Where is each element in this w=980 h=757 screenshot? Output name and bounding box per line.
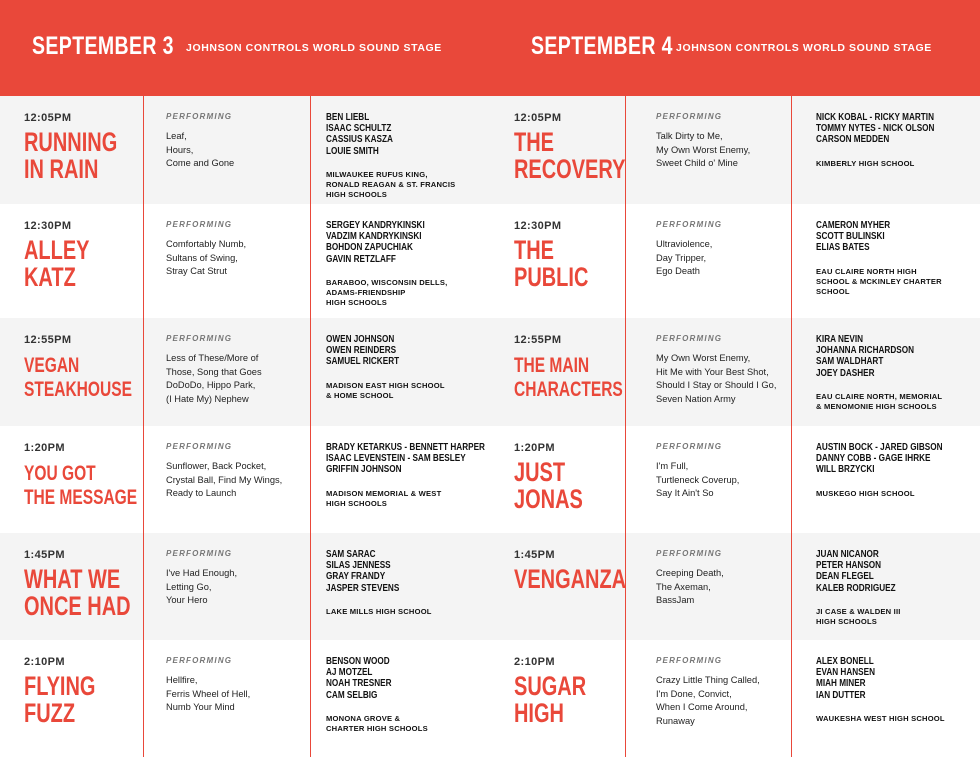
setlist-line: I'm Done, Convict, bbox=[656, 688, 732, 699]
band-name-line: WHAT WE bbox=[24, 564, 121, 594]
day-1-date: SEPTEMBER 3 bbox=[32, 32, 174, 60]
column-divider bbox=[791, 96, 792, 757]
setlist-line: I've Had Enough, bbox=[166, 568, 238, 578]
setlist-line: My Own Worst Enemy, bbox=[656, 144, 751, 155]
band-name-line: KATZ bbox=[24, 262, 76, 292]
performing-label: PERFORMING bbox=[656, 112, 723, 121]
setlist-line: Ferris Wheel of Hell, bbox=[166, 688, 251, 699]
band-name bbox=[514, 566, 626, 593]
band-members bbox=[816, 112, 934, 146]
slot-time: 1:20PM bbox=[514, 442, 555, 454]
member-line: GRAY FRANDY bbox=[326, 570, 386, 583]
school-line: JI CASE & WALDEN III bbox=[816, 606, 901, 616]
school-line: KIMBERLY HIGH SCHOOL bbox=[816, 158, 915, 168]
setlist-line: When I Come Around, bbox=[656, 702, 748, 713]
setlist-line: DoDoDo, Hippo Park, bbox=[166, 380, 256, 391]
school-names bbox=[816, 607, 901, 627]
setlist-line: Leaf, bbox=[166, 131, 187, 141]
school-names bbox=[816, 714, 945, 724]
setlist-line: Crystal Ball, Find My Wings, bbox=[166, 474, 283, 485]
band-name-line: CHARACTERS bbox=[514, 378, 623, 401]
school-line: EAU CLAIRE NORTH HIGH bbox=[816, 266, 917, 276]
band-name bbox=[24, 129, 117, 183]
member-line: BENSON WOOD bbox=[326, 655, 390, 667]
band-name bbox=[514, 354, 623, 402]
member-line: TOMMY NYTES - NICK OLSON bbox=[816, 122, 935, 135]
member-line: NOAH TRESNER bbox=[326, 677, 392, 690]
band-name-line: YOU GOT bbox=[24, 462, 96, 485]
band-name bbox=[24, 354, 132, 402]
band-members bbox=[326, 220, 425, 265]
performing-label: PERFORMING bbox=[656, 656, 723, 665]
member-line: BOHDON ZAPUCHIAK bbox=[326, 241, 413, 254]
school-names bbox=[326, 489, 441, 509]
school-line: MUSKEGO HIGH SCHOOL bbox=[816, 488, 915, 498]
setlist-line: Say It Ain't So bbox=[656, 488, 714, 499]
school-names bbox=[326, 278, 447, 308]
school-names bbox=[326, 714, 428, 734]
performing-label: PERFORMING bbox=[656, 442, 723, 451]
performing-label: PERFORMING bbox=[656, 220, 723, 229]
setlist-line: Turtleneck Coverup, bbox=[656, 474, 740, 485]
band-name-line: STEAKHOUSE bbox=[24, 378, 132, 401]
member-line: ALEX BONELL bbox=[816, 655, 874, 667]
band-name-line: RECOVERY bbox=[514, 154, 626, 184]
member-line: MIAH MINER bbox=[816, 677, 866, 690]
slot-time: 1:45PM bbox=[514, 549, 555, 561]
band-members bbox=[326, 112, 393, 157]
member-line: ISAAC LEVENSTEIN - SAM BESLEY bbox=[326, 452, 466, 465]
member-line: NICK KOBAL - RICKY MARTIN bbox=[816, 111, 934, 123]
school-line: & HOME SCHOOL bbox=[326, 390, 394, 400]
setlist-line: Ego Death bbox=[656, 266, 700, 277]
school-line: WAUKESHA WEST HIGH SCHOOL bbox=[816, 713, 945, 723]
member-line: OWEN REINDERS bbox=[326, 344, 397, 357]
band-name-line: PUBLIC bbox=[514, 262, 589, 292]
member-line: DANNY COBB - GAGE IHRKE bbox=[816, 452, 931, 465]
band-name-line: JONAS bbox=[514, 484, 583, 514]
band-name-line: HIGH bbox=[514, 698, 564, 728]
member-line: EVAN HANSEN bbox=[816, 666, 876, 679]
setlist-line: Should I Stay or Should I Go, bbox=[656, 380, 777, 391]
setlist bbox=[166, 567, 237, 608]
member-line: AUSTIN BOCK - JARED GIBSON bbox=[816, 441, 943, 453]
school-line: HIGH SCHOOLS bbox=[326, 498, 388, 508]
band-members bbox=[816, 656, 875, 701]
member-line: JASPER STEVENS bbox=[326, 581, 400, 594]
school-line: MILWAUKEE RUFUS KING, bbox=[326, 169, 428, 179]
school-line: ADAMS-FRIENDSHIP bbox=[326, 287, 406, 297]
school-line: RONALD REAGAN & ST. FRANCIS bbox=[326, 179, 456, 189]
schedule-header bbox=[0, 0, 980, 96]
band-name-line: SUGAR bbox=[514, 671, 587, 701]
setlist-line: Day Tripper, bbox=[656, 252, 707, 263]
member-line: GAVIN RETZLAFF bbox=[326, 252, 396, 265]
performing-label: PERFORMING bbox=[166, 656, 233, 665]
slot-time: 12:05PM bbox=[24, 112, 72, 124]
band-name bbox=[514, 237, 588, 291]
setlist-line: Sultans of Swing, bbox=[166, 252, 238, 263]
slot-time: 12:30PM bbox=[24, 220, 72, 232]
slot-time: 12:30PM bbox=[514, 220, 562, 232]
setlist-line: Ultraviolence, bbox=[656, 239, 713, 249]
setlist bbox=[166, 674, 250, 715]
setlist bbox=[656, 238, 712, 279]
column-divider bbox=[310, 96, 311, 757]
member-line: AJ MOTZEL bbox=[326, 666, 373, 679]
school-line: BARABOO, WISCONSIN DELLS, bbox=[326, 277, 448, 287]
band-name-line: VEGAN bbox=[24, 354, 80, 377]
band-name bbox=[514, 129, 625, 183]
member-line: VADZIM KANDRYKINSKI bbox=[326, 230, 422, 243]
setlist bbox=[166, 238, 246, 279]
member-line: SAMUEL RICKERT bbox=[326, 355, 400, 368]
school-line: EAU CLAIRE NORTH, MEMORIAL bbox=[816, 391, 943, 401]
setlist-line: BassJam bbox=[656, 595, 695, 606]
band-name bbox=[24, 673, 95, 727]
member-line: CAMERON MYHER bbox=[816, 219, 891, 231]
setlist bbox=[656, 460, 739, 501]
school-line: MONONA GROVE & bbox=[326, 713, 401, 723]
band-members bbox=[816, 549, 896, 594]
setlist bbox=[656, 567, 724, 608]
school-names bbox=[816, 392, 942, 412]
band-name-line: THE MAIN bbox=[514, 354, 590, 377]
member-line: OWEN JOHNSON bbox=[326, 333, 395, 345]
member-line: JUAN NICANOR bbox=[816, 548, 879, 560]
band-members bbox=[326, 442, 485, 476]
member-line: SAM SARAC bbox=[326, 548, 376, 560]
member-line: SAM WALDHART bbox=[816, 355, 884, 368]
band-name-line: RUNNING bbox=[24, 127, 118, 157]
band-name-line: ONCE HAD bbox=[24, 591, 131, 621]
setlist-line: I'm Full, bbox=[656, 461, 689, 471]
setlist-line: Talk Dirty to Me, bbox=[656, 131, 723, 141]
member-line: LOUIE SMITH bbox=[326, 144, 379, 157]
setlist-line: Letting Go, bbox=[166, 581, 212, 592]
band-name-line: THE bbox=[514, 127, 554, 157]
day-2-date: SEPTEMBER 4 bbox=[531, 32, 673, 60]
performing-label: PERFORMING bbox=[166, 334, 233, 343]
member-line: SERGEY KANDRYKINSKI bbox=[326, 219, 425, 231]
school-line: HIGH SCHOOLS bbox=[326, 297, 388, 307]
setlist-line: Comfortably Numb, bbox=[166, 239, 247, 249]
member-line: SILAS JENNESS bbox=[326, 559, 391, 572]
setlist-line: Those, Song that Goes bbox=[166, 366, 262, 377]
school-names bbox=[816, 267, 942, 297]
column-divider bbox=[143, 96, 144, 757]
setlist-line: Runaway bbox=[656, 715, 695, 726]
band-members bbox=[816, 220, 890, 254]
setlist-line: Come and Gone bbox=[166, 158, 235, 169]
slot-time: 12:55PM bbox=[24, 334, 72, 346]
band-name-line: VENGANZA bbox=[514, 564, 627, 594]
band-members bbox=[326, 549, 399, 594]
performing-label: PERFORMING bbox=[656, 549, 723, 558]
member-line: DEAN FLEGEL bbox=[816, 570, 874, 583]
setlist bbox=[166, 352, 262, 406]
member-line: JOEY DASHER bbox=[816, 366, 875, 379]
member-line: GRIFFIN JOHNSON bbox=[326, 463, 402, 476]
school-names bbox=[816, 159, 915, 169]
school-line: SCHOOL bbox=[816, 286, 850, 296]
band-members bbox=[326, 656, 392, 701]
school-names bbox=[816, 489, 915, 499]
setlist-line: Creeping Death, bbox=[656, 568, 724, 578]
member-line: ELIAS BATES bbox=[816, 241, 870, 254]
member-line: KALEB RODRIGUEZ bbox=[816, 581, 896, 594]
setlist-line: Hours, bbox=[166, 144, 194, 155]
setlist-line: (I Hate My) Nephew bbox=[166, 393, 249, 404]
school-line: MADISON MEMORIAL & WEST bbox=[326, 488, 442, 498]
column-divider bbox=[625, 96, 626, 757]
band-name-line: FUZZ bbox=[24, 698, 76, 728]
setlist-line: Less of These/More of bbox=[166, 353, 259, 363]
setlist-line: Seven Nation Army bbox=[656, 393, 736, 404]
performing-label: PERFORMING bbox=[166, 442, 233, 451]
setlist-line: Ready to Launch bbox=[166, 488, 237, 499]
band-name-line: JUST bbox=[514, 457, 566, 487]
band-name bbox=[24, 566, 131, 620]
member-line: WILL BRZYCKI bbox=[816, 463, 875, 476]
slot-time: 2:10PM bbox=[514, 656, 555, 668]
setlist-line: Hellfire, bbox=[166, 675, 198, 685]
member-line: BEN LIEBL bbox=[326, 111, 370, 123]
band-name-line: THE MESSAGE bbox=[24, 486, 138, 509]
band-members bbox=[816, 334, 914, 379]
school-line: SCHOOL & MCKINLEY CHARTER bbox=[816, 276, 942, 286]
setlist-line: Sunflower, Back Pocket, bbox=[166, 461, 267, 471]
setlist bbox=[656, 352, 776, 406]
setlist bbox=[656, 674, 760, 728]
band-name-line: ALLEY bbox=[24, 235, 90, 265]
setlist bbox=[656, 130, 750, 171]
member-line: CARSON MEDDEN bbox=[816, 133, 890, 146]
school-line: MADISON EAST HIGH SCHOOL bbox=[326, 380, 445, 390]
member-line: CAM SELBIG bbox=[326, 688, 378, 701]
member-line: CASSIUS KASZA bbox=[326, 133, 393, 146]
band-name bbox=[24, 237, 90, 291]
member-line: PETER HANSON bbox=[816, 559, 882, 572]
setlist-line: Sweet Child o' Mine bbox=[656, 158, 738, 169]
setlist-line: Your Hero bbox=[166, 595, 208, 606]
setlist-line: My Own Worst Enemy, bbox=[656, 353, 751, 363]
slot-time: 1:20PM bbox=[24, 442, 65, 454]
member-line: JOHANNA RICHARDSON bbox=[816, 344, 914, 357]
member-line: KIRA NEVIN bbox=[816, 333, 864, 345]
school-line: LAKE MILLS HIGH SCHOOL bbox=[326, 606, 432, 616]
slot-time: 2:10PM bbox=[24, 656, 65, 668]
performing-label: PERFORMING bbox=[166, 549, 233, 558]
school-names bbox=[326, 170, 455, 200]
school-line: HIGH SCHOOLS bbox=[326, 189, 388, 199]
band-name-line: IN RAIN bbox=[24, 154, 99, 184]
band-members bbox=[816, 442, 943, 476]
setlist-line: Hit Me with Your Best Shot, bbox=[656, 366, 769, 377]
setlist bbox=[166, 460, 282, 501]
school-line: HIGH SCHOOLS bbox=[816, 616, 878, 626]
day-2-stage: JOHNSON CONTROLS WORLD SOUND STAGE bbox=[676, 42, 932, 54]
setlist-line: Stray Cat Strut bbox=[166, 266, 227, 277]
band-name-line: THE bbox=[514, 235, 554, 265]
band-name-line: FLYING bbox=[24, 671, 96, 701]
school-names bbox=[326, 607, 432, 617]
slot-time: 12:55PM bbox=[514, 334, 562, 346]
school-names bbox=[326, 381, 445, 401]
performing-label: PERFORMING bbox=[656, 334, 723, 343]
slot-time: 12:05PM bbox=[514, 112, 562, 124]
school-line: & MENOMONIE HIGH SCHOOLS bbox=[816, 401, 937, 411]
band-name bbox=[24, 462, 137, 510]
member-line: IAN DUTTER bbox=[816, 688, 866, 701]
slot-time: 1:45PM bbox=[24, 549, 65, 561]
setlist-line: Crazy Little Thing Called, bbox=[656, 675, 760, 685]
band-name bbox=[514, 459, 583, 513]
performing-label: PERFORMING bbox=[166, 220, 233, 229]
member-line: ISAAC SCHULTZ bbox=[326, 122, 392, 135]
school-line: CHARTER HIGH SCHOOLS bbox=[326, 723, 428, 733]
member-line: SCOTT BULINSKI bbox=[816, 230, 885, 243]
member-line: BRADY KETARKUS - BENNETT HARPER bbox=[326, 441, 485, 453]
setlist bbox=[166, 130, 234, 171]
performing-label: PERFORMING bbox=[166, 112, 233, 121]
setlist-line: The Axeman, bbox=[656, 581, 711, 592]
band-members bbox=[326, 334, 399, 368]
day-1-stage: JOHNSON CONTROLS WORLD SOUND STAGE bbox=[186, 42, 442, 54]
setlist-line: Numb Your Mind bbox=[166, 702, 235, 713]
band-name bbox=[514, 673, 586, 727]
